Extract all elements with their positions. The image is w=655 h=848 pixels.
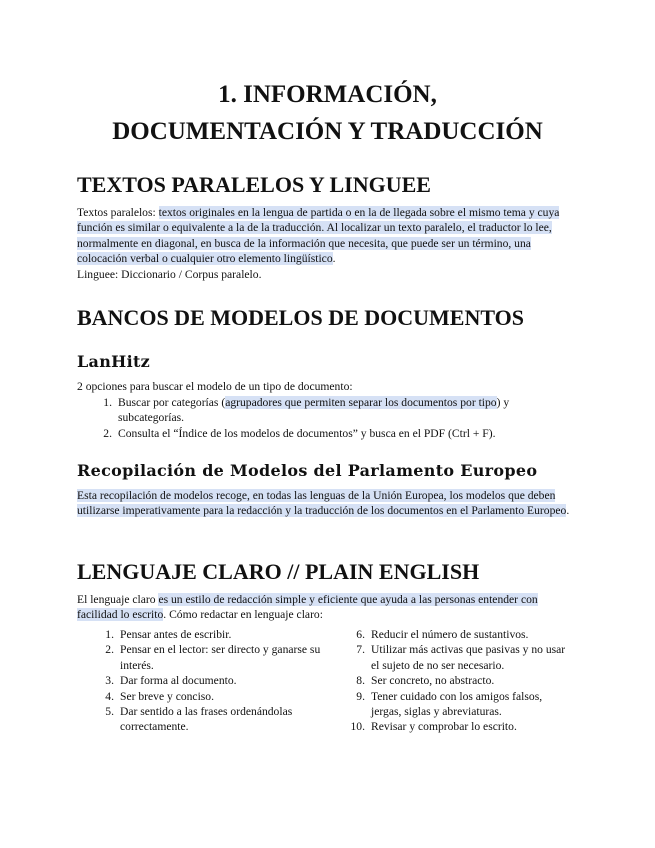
- heading-textos-paralelos: TEXTOS PARALELOS Y LINGUEE: [77, 172, 431, 197]
- list-item: [345, 642, 573, 673]
- highlighted-text: es un estilo de redacción simple y eficiente que ayuda a las personas entender con facilidad lo escrito: [77, 593, 538, 622]
- item-text: Ser breve y conciso.: [120, 689, 215, 703]
- list-item: [92, 426, 564, 441]
- plain-language-list-col1: [94, 627, 326, 735]
- list-number: 10.: [350, 720, 365, 734]
- highlighted-text: agrupadores que permiten separar los documentos por tipo: [225, 396, 497, 409]
- page-title: [40, 76, 615, 150]
- label-textos-paralelos: Textos paralelos:: [77, 206, 159, 219]
- intro-text-end: . Cómo redactar en lenguaje claro:: [163, 608, 323, 622]
- subheading-lanhitz: LanHitz: [77, 352, 151, 371]
- list-number: 1.: [103, 396, 112, 409]
- list-number: 5.: [105, 705, 114, 719]
- title-line-1: 1. INFORMACIÓN,: [218, 81, 437, 108]
- item-text: Reducir el número de sustantivos.: [371, 628, 529, 641]
- list-item: [345, 627, 573, 642]
- list-number: 1.: [105, 628, 114, 641]
- list-item: [94, 627, 326, 642]
- item-text: Dar forma al documento.: [120, 674, 237, 688]
- linguee-line: Linguee: Diccionario / Corpus paralelo.: [77, 267, 262, 281]
- intro-text: El lenguaje claro: [77, 593, 159, 606]
- item-text: Utilizar más activas que pasivas y no usar el sujeto de no ser necesario.: [371, 643, 566, 672]
- item-text: Ser concreto, no abstracto.: [371, 674, 495, 688]
- paragraph-recopilacion: [77, 488, 577, 519]
- list-number: 2.: [103, 426, 112, 440]
- lanhitz-options-list: [92, 395, 564, 441]
- highlighted-text: Esta recopilación de modelos recoge, en todas las lenguas de la Unión Europea, los modelos que deben utilizarse imperativamente para la redacción y la traducción de los documentos en el Parlamento Europeo: [77, 489, 567, 518]
- list-number: 6.: [356, 628, 365, 641]
- item-text: Tener cuidado con los amigos falsos, jergas, siglas y abreviaturas.: [371, 689, 543, 719]
- list-item: [94, 704, 326, 735]
- item-text: Revisar y comprobar lo escrito.: [371, 720, 517, 734]
- list-item: [94, 673, 326, 688]
- list-item: [94, 642, 326, 673]
- item-text: Buscar por categorías (: [118, 396, 226, 409]
- list-number: 9.: [356, 689, 365, 703]
- plain-language-list-col2: [345, 627, 573, 735]
- subheading-recopilacion: Recopilación de Modelos del Parlamento Europeo: [77, 461, 538, 480]
- list-item: [92, 395, 564, 426]
- list-number: 3.: [105, 674, 114, 688]
- list-number: 7.: [356, 643, 365, 657]
- lanhitz-intro: 2 opciones para buscar el modelo de un tipo de documento:: [77, 380, 353, 393]
- item-text: Consulta el “Índice de los modelos de documentos” y busca en el PDF (Ctrl + F).: [118, 426, 496, 440]
- heading-bancos-modelos: BANCOS DE MODELOS DE DOCUMENTOS: [77, 305, 524, 330]
- list-number: 2.: [105, 643, 114, 657]
- heading-lenguaje-claro: LENGUAJE CLARO // PLAIN ENGLISH: [77, 559, 480, 584]
- title-line-2: DOCUMENTACIÓN Y TRADUCCIÓN: [112, 118, 543, 145]
- list-number: 8.: [356, 674, 365, 688]
- list-number: 4.: [105, 689, 114, 703]
- list-item: [345, 673, 573, 688]
- list-item: [94, 689, 326, 704]
- item-text: Dar sentido a las frases ordenándolas correctamente.: [120, 705, 293, 734]
- list-item: [345, 689, 573, 720]
- highlighted-definition: textos originales en la lengua de partida o en la de llegada sobre el mismo tema y cuya función es similar o equivalente a la de la traducción. Al localizar un texto paralelo, el traductor lo lee, normalmente en diagonal, en busca de la información que necesita, que puede ser un término, una colocación verbal o cualquier otro elemento lingüístico: [77, 206, 560, 266]
- definition-end: .: [332, 252, 336, 266]
- paragraph-end: .: [566, 504, 570, 518]
- item-text-end: ) y subcategorías.: [118, 396, 510, 425]
- item-text: Pensar antes de escribir.: [120, 628, 232, 641]
- item-text: Pensar en el lector: ser directo y ganarse su interés.: [120, 643, 321, 672]
- list-item: [345, 719, 573, 734]
- paragraph-lenguaje-claro: [77, 592, 575, 623]
- paragraph-textos-paralelos: [77, 205, 582, 282]
